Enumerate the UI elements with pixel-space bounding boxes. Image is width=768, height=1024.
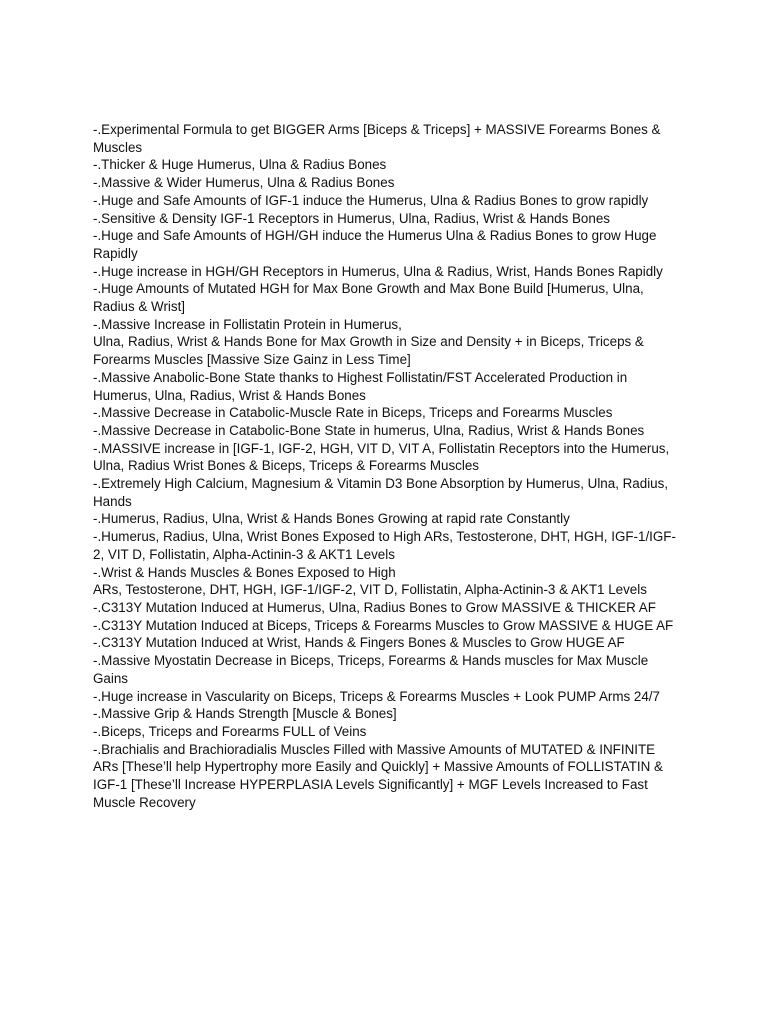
text-line: -.Massive & Wider Humerus, Ulna & Radius Bones	[93, 175, 395, 191]
text-line: -.Massive Increase in Follistatin Protein in Humerus,	[93, 316, 402, 332]
text-line: -.C313Y Mutation Induced at Humerus, Ulna, Radius Bones to Grow MASSIVE & THICKER AF	[93, 599, 656, 615]
text-line: -.Humerus, Radius, Ulna, Wrist & Hands Bones Growing at rapid rate Constantly	[93, 511, 570, 527]
text-line: -.Extremely High Calcium, Magnesium & Vitamin D3 Bone Absorption by Humerus, Ulna, Radius, Hands	[93, 476, 672, 509]
text-line: -.Huge Amounts of Mutated HGH for Max Bone Growth and Max Bone Build [Humerus, Ulna, Radius & Wrist]	[93, 281, 648, 315]
text-line: -.Thicker & Huge Humerus, Ulna & Radius Bones	[93, 157, 387, 173]
text-line: -.Massive Anabolic-Bone State thanks to Highest Follistatin/FST Accelerated Production in Humerus, Ulna, Radius, Wrist & Hands Bones	[93, 369, 631, 403]
text-line: -.Wrist & Hands Muscles & Bones Exposed to High	[93, 564, 396, 580]
text-line: -.Sensitive & Density IGF-1 Receptors in Humerus, Ulna, Radius, Wrist & Hands Bones	[93, 210, 610, 226]
text-line: -.C313Y Mutation Induced at Biceps, Triceps & Forearms Muscles to Grow MASSIVE & HUGE AF	[93, 617, 674, 633]
text-line: -.Massive Grip & Hands Strength [Muscle & Bones]	[93, 706, 397, 722]
text-line: -.Massive Decrease in Catabolic-Muscle Rate in Biceps, Triceps and Forearms Muscles	[93, 405, 613, 421]
text-line: -.Experimental Formula to get BIGGER Arms [Biceps & Triceps] + MASSIVE Forearms Bones & Muscles	[93, 122, 665, 155]
text-line: -.Humerus, Radius, Ulna, Wrist Bones Exposed to High ARs, Testosterone, DHT, HGH, IGF-1/IGF-2, VIT D, Follistatin, Alpha-Actinin-3 & AKT1 Levels	[93, 529, 676, 562]
text-line: -.Huge and Safe Amounts of HGH/GH induce the Humerus Ulna & Radius Bones to grow Huge Rapidly	[93, 228, 661, 261]
text-line: -.Huge and Safe Amounts of IGF-1 induce the Humerus, Ulna & Radius Bones to grow rapidly	[93, 192, 649, 208]
text-line: ARs, Testosterone, DHT, HGH, IGF-1/IGF-2, VIT D, Follistatin, Alpha-Actinin-3 & AKT1 Levels	[93, 582, 647, 598]
text-line: -.Biceps, Triceps and Forearms FULL of Veins	[93, 723, 367, 739]
text-line: -.Massive Decrease in Catabolic-Bone State in humerus, Ulna, Radius, Wrist & Hands Bones	[93, 422, 645, 438]
text-line: -.Brachialis and Brachioradialis Muscles Filled with Massive Amounts of MUTATED & INFINITE ARs [These’ll help Hypertrophy more Easily and Quickly] + Massive Amounts of FOLLISTATIN & IGF-1 [These’ll Increase HYPERPLASIA Levels Significantly] + MGF Levels Increased to Fast Muscle Recovery	[93, 741, 667, 810]
text-line: -.Huge increase in Vascularity on Biceps, Triceps & Forearms Muscles + Look PUMP Arms 24/7	[93, 688, 660, 704]
text-line: -.MASSIVE increase in [IGF-1, IGF-2, HGH, VIT D, VIT A, Follistatin Receptors into the Humerus, Ulna, Radius Wrist Bones & Biceps, Triceps & Forearms Muscles	[93, 440, 673, 474]
text-line: -.Huge increase in HGH/GH Receptors in Humerus, Ulna & Radius, Wrist, Hands Bones Rapidly	[93, 263, 663, 279]
text-line: -.C313Y Mutation Induced at Wrist, Hands & Fingers Bones & Muscles to Grow HUGE AF	[93, 635, 625, 651]
document-body	[93, 121, 683, 811]
text-line: Ulna, Radius, Wrist & Hands Bone for Max Growth in Size and Density + in Biceps, Triceps & Forearms Muscles [Massive Size Gainz in Less Time]	[93, 334, 648, 368]
text-line: -.Massive Myostatin Decrease in Biceps, Triceps, Forearms & Hands muscles for Max Muscle Gains	[93, 653, 652, 686]
